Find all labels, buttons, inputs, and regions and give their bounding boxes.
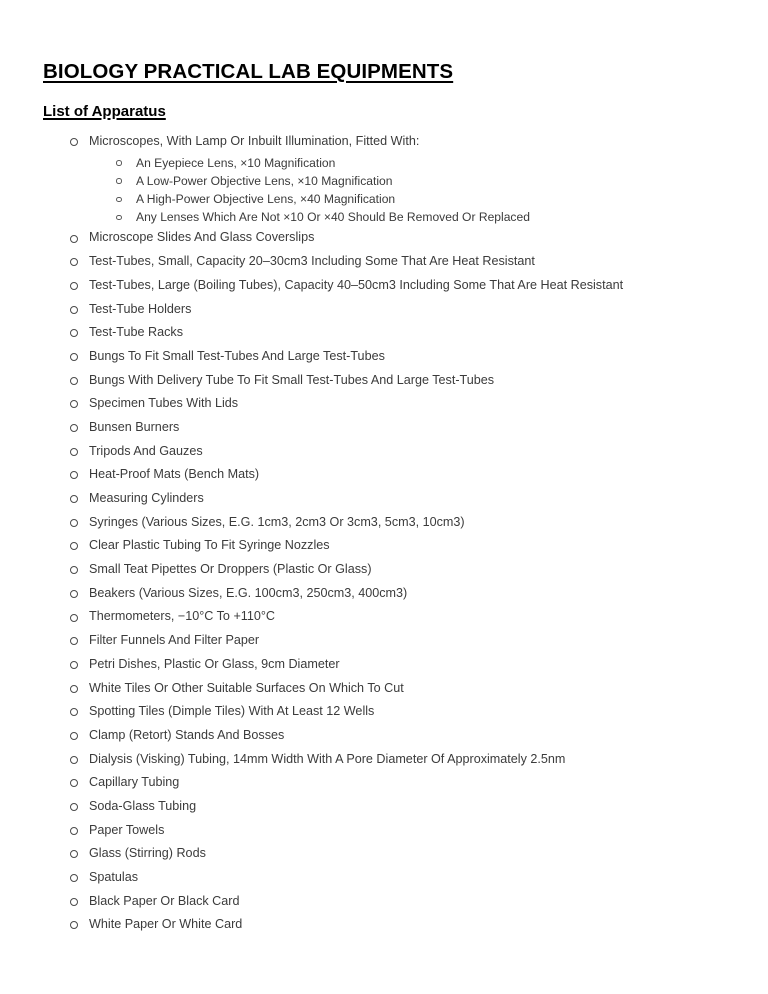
- list-item: [0, 250, 768, 274]
- circle-outline-icon: [68, 250, 80, 274]
- list-item-label: Test-Tube Racks: [89, 325, 184, 340]
- list-item: [0, 345, 768, 369]
- list-item-label: Paper Towels: [89, 822, 165, 837]
- apparatus-list: [0, 130, 768, 937]
- list-item: [0, 819, 768, 843]
- list-item-label: Spotting Tiles (Dimple Tiles) With At Least 12 Wells: [89, 704, 375, 719]
- list-item-label: Beakers (Various Sizes, E.G. 100cm3, 250cm3, 400cm3): [89, 585, 408, 600]
- circle-outline-icon: [68, 700, 80, 724]
- list-item: [0, 605, 768, 629]
- list-item: [0, 866, 768, 890]
- list-item-label: Bunsen Burners: [89, 419, 180, 434]
- list-item-label: Petri Dishes, Plastic Or Glass, 9cm Diameter: [89, 656, 340, 671]
- page-title: BIOLOGY PRACTICAL LAB EQUIPMENTS: [43, 59, 454, 83]
- list-item-label: Soda-Glass Tubing: [89, 798, 197, 813]
- list-item: [0, 558, 768, 582]
- circle-outline-icon: [68, 463, 80, 487]
- list-item: [0, 842, 768, 866]
- sub-list-item: [0, 190, 768, 208]
- sub-list-item-label: An Eyepiece Lens, ×10 Magnification: [136, 155, 336, 170]
- list-item-label: Bungs To Fit Small Test-Tubes And Large Test-Tubes: [89, 348, 385, 363]
- list-item-label: Spatulas: [89, 870, 139, 884]
- list-item: [0, 392, 768, 416]
- circle-outline-icon: [68, 440, 80, 464]
- list-item-label: Bungs With Delivery Tube To Fit Small Test-Tubes And Large Test-Tubes: [89, 372, 495, 387]
- circle-outline-icon: [68, 748, 80, 772]
- sub-list-item-label: Any Lenses Which Are Not ×10 Or ×40 Should Be Removed Or Replaced: [136, 210, 530, 225]
- list-item-label: Microscope Slides And Glass Coverslips: [89, 230, 315, 245]
- list-item: [0, 629, 768, 653]
- list-item: [0, 274, 768, 298]
- list-item-label: Tripods And Gauzes: [89, 443, 203, 458]
- list-item-label: Black Paper Or Black Card: [89, 893, 240, 908]
- circle-outline-icon: [68, 653, 80, 677]
- list-item-label: Glass (Stirring) Rods: [89, 846, 206, 861]
- list-item: [0, 416, 768, 440]
- list-item: [0, 298, 768, 322]
- section-heading-list-of-apparatus: List of Apparatus: [43, 103, 166, 121]
- apparatus-sublist: [0, 154, 768, 227]
- circle-outline-icon: [68, 298, 80, 322]
- sub-list-item-label: A High-Power Objective Lens, ×40 Magnification: [136, 192, 396, 207]
- circle-outline-icon: [68, 487, 80, 511]
- list-item-label: Capillary Tubing: [89, 775, 180, 790]
- circle-outline-icon: [68, 842, 80, 866]
- list-item: [0, 748, 768, 772]
- list-item-label: Specimen Tubes With Lids: [89, 396, 239, 411]
- list-item: [0, 511, 768, 535]
- circle-outline-icon: [68, 345, 80, 369]
- list-item: [0, 795, 768, 819]
- circle-outline-icon: [68, 321, 80, 345]
- list-item: [0, 226, 768, 250]
- circle-outline-icon: [68, 369, 80, 393]
- list-item: [0, 771, 768, 795]
- circle-outline-icon: [68, 890, 80, 914]
- list-item-label: Test-Tube Holders: [89, 301, 192, 316]
- list-item-label: Test-Tubes, Large (Boiling Tubes), Capacity 40–50cm3 Including Some That Are Heat Resistant: [89, 277, 624, 292]
- sub-list-item: [0, 172, 768, 190]
- sub-list-item: [0, 154, 768, 172]
- small-circle-outline-icon: [114, 190, 124, 208]
- circle-outline-icon: [68, 819, 80, 843]
- circle-outline-icon: [68, 392, 80, 416]
- circle-outline-icon: [68, 866, 80, 890]
- list-item: [0, 890, 768, 914]
- circle-outline-icon: [68, 416, 80, 440]
- list-item-label: Microscopes, With Lamp Or Inbuilt Illumination, Fitted With:: [89, 134, 420, 148]
- list-item-label: Syringes (Various Sizes, E.G. 1cm3, 2cm3 Or 3cm3, 5cm3, 10cm3): [89, 514, 465, 529]
- list-item: [0, 463, 768, 487]
- list-item-label: Clamp (Retort) Stands And Bosses: [89, 727, 285, 742]
- list-item: [0, 369, 768, 393]
- list-item-label: Dialysis (Visking) Tubing, 14mm Width With A Pore Diameter Of Approximately 2.5nm: [89, 751, 566, 766]
- small-circle-outline-icon: [114, 154, 124, 172]
- list-item: [0, 582, 768, 606]
- circle-outline-icon: [68, 558, 80, 582]
- circle-outline-icon: [68, 795, 80, 819]
- sub-list-item-label: A Low-Power Objective Lens, ×10 Magnification: [136, 173, 393, 188]
- list-item: [0, 130, 768, 154]
- small-circle-outline-icon: [114, 172, 124, 190]
- small-circle-outline-icon: [114, 208, 124, 226]
- circle-outline-icon: [68, 582, 80, 606]
- list-item: [0, 534, 768, 558]
- list-item: [0, 724, 768, 748]
- circle-outline-icon: [68, 511, 80, 535]
- list-item-label: Heat-Proof Mats (Bench Mats): [89, 467, 260, 482]
- list-item-label: White Tiles Or Other Suitable Surfaces On Which To Cut: [89, 680, 404, 695]
- sub-list-item: [0, 208, 768, 226]
- circle-outline-icon: [68, 130, 80, 154]
- circle-outline-icon: [68, 771, 80, 795]
- circle-outline-icon: [68, 677, 80, 701]
- list-item-label: Measuring Cylinders: [89, 491, 204, 505]
- circle-outline-icon: [68, 274, 80, 298]
- list-item: [0, 677, 768, 701]
- circle-outline-icon: [68, 913, 80, 937]
- list-item-label: Clear Plastic Tubing To Fit Syringe Nozzles: [89, 538, 330, 553]
- list-item: [0, 700, 768, 724]
- list-item: [0, 913, 768, 937]
- list-item-label: Small Teat Pipettes Or Droppers (Plastic Or Glass): [89, 562, 372, 577]
- circle-outline-icon: [68, 629, 80, 653]
- list-item: [0, 321, 768, 345]
- list-item-label: Filter Funnels And Filter Paper: [89, 633, 260, 648]
- list-item-label: White Paper Or White Card: [89, 917, 243, 932]
- list-item: [0, 653, 768, 677]
- list-item-label: Thermometers, −10°C To +110°C: [89, 609, 276, 624]
- circle-outline-icon: [68, 226, 80, 250]
- circle-outline-icon: [68, 605, 80, 629]
- circle-outline-icon: [68, 724, 80, 748]
- list-item: [0, 487, 768, 511]
- list-item-label: Test-Tubes, Small, Capacity 20–30cm3 Including Some That Are Heat Resistant: [89, 254, 535, 269]
- list-item: [0, 440, 768, 464]
- circle-outline-icon: [68, 534, 80, 558]
